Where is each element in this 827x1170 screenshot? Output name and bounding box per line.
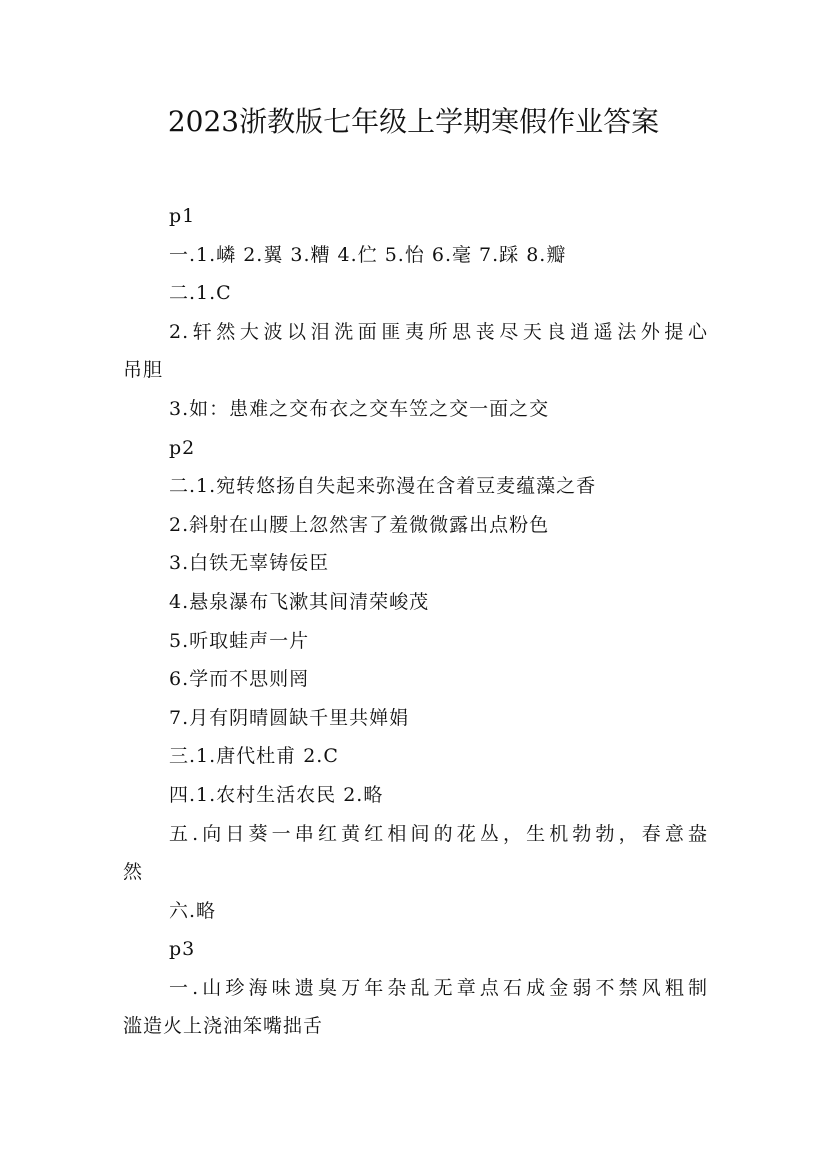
answer-line-continued: 吊胆: [123, 359, 164, 382]
answer-line: 二.1.C: [169, 282, 232, 305]
document-body: [123, 197, 708, 1046]
section-heading-p2: p2: [169, 436, 196, 459]
answer-line: 3.如：患难之交布衣之交车笠之交一面之交: [169, 397, 550, 420]
answer-line: 二.1.宛转悠扬自失起来弥漫在含着豆麦蕴藻之香: [169, 475, 597, 498]
section-heading-p3: p3: [169, 938, 196, 961]
answer-line: 一.山珍海味遗臭万年杂乱无章点石成金弱不禁风粗制: [169, 976, 708, 999]
section-heading-p1: p1: [169, 205, 196, 227]
answer-line: 五.向日葵一串红黄红相间的花丛，生机勃勃，春意盎: [169, 822, 708, 845]
answer-line: 2.轩然大波以泪洗面匪夷所思丧尽天良逍遥法外提心: [169, 320, 708, 343]
answer-line: 6.学而不思则罔: [169, 668, 310, 691]
answer-line: 3.白铁无辜铸佞臣: [169, 552, 330, 575]
answer-line-continued: 然: [123, 861, 144, 884]
answer-line: 三.1.唐代杜甫 2.C: [169, 745, 339, 768]
answer-line: 四.1.农村生活农民 2.略: [169, 783, 384, 806]
answer-line: 六.略: [169, 899, 217, 922]
answer-line: 2.斜射在山腰上忽然害了羞微微露出点粉色: [169, 513, 550, 536]
answer-line: 一.1.嶙 2.翼 3.糟 4.伫 5.怡 6.毫 7.踩 8.瓣: [169, 243, 567, 266]
answer-line: 4.悬泉瀑布飞漱其间清荣峻茂: [169, 590, 430, 613]
document-title: 2023浙教版七年级上学期寒假作业答案: [167, 105, 660, 138]
answer-line: 5.听取蛙声一片: [169, 629, 310, 652]
answer-line: 7.月有阴晴圆缺千里共婵娟: [169, 706, 410, 729]
answer-line-continued: 滥造火上浇油笨嘴拙舌: [123, 1015, 324, 1038]
